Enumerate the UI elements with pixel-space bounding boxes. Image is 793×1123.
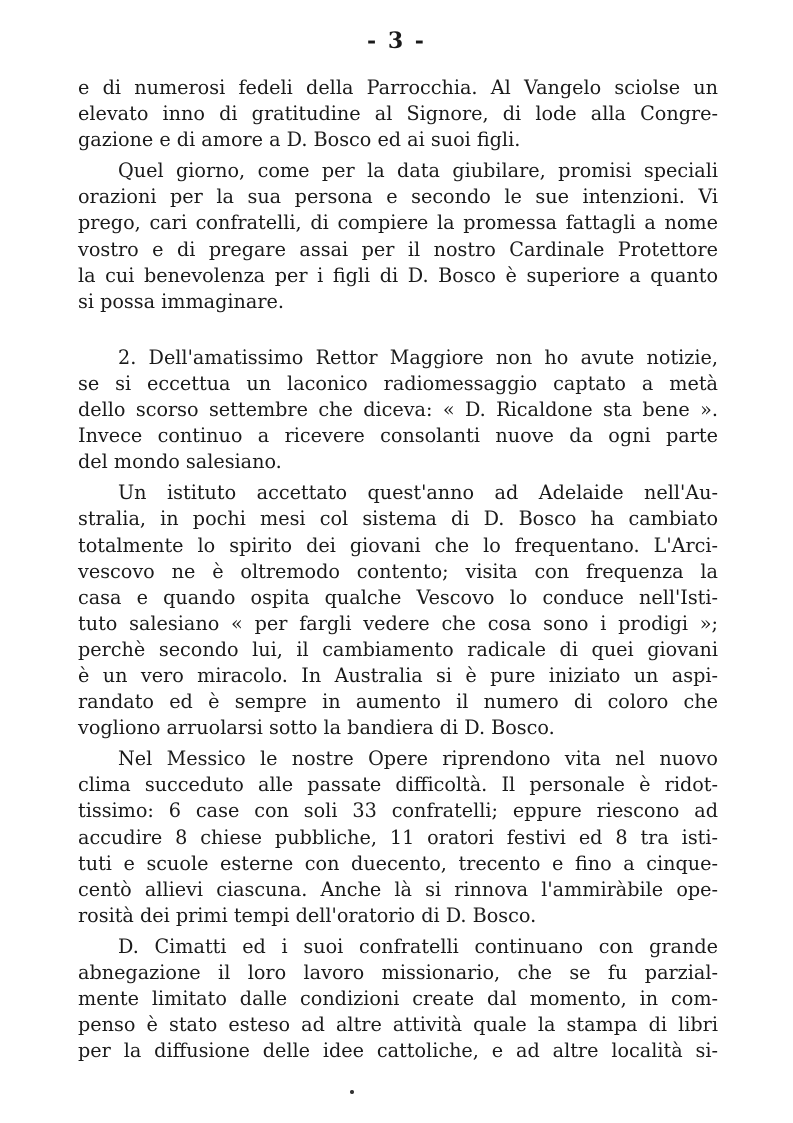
paragraph-4 [78, 480, 718, 741]
paragraph-5 [78, 746, 718, 929]
text-line: casa e quando ospita qualche Vescovo lo conduce nell'Isti- [78, 585, 718, 609]
text-line: vescovo ne è oltremodo contento; visita con frequenza la [78, 559, 718, 583]
paragraph-3 [78, 345, 718, 475]
text-line: si possa immaginare. [78, 289, 284, 313]
text-line: Un istituto accettato quest'anno ad Adelaide nell'Au- [118, 481, 718, 505]
text-line: rosità dei primi tempi dell'oratorio di D. Bosco. [78, 903, 537, 927]
text-line: tuto salesiano « per fargli vedere che cosa sono i prodigi »; [78, 611, 718, 635]
text-line: dello scorso settembre che diceva: « D. Ricaldone sta bene ». [78, 398, 718, 422]
text-line: abnegazione il loro lavoro missionario, che se fu parzial- [78, 961, 718, 984]
paragraph-1 [78, 75, 718, 153]
text-line: tissimo: 6 case con soli 33 confratelli; eppure riescono ad [78, 799, 718, 823]
text-line: Invece continuo a ricevere consolanti nuove da ogni parte [78, 424, 718, 448]
text-line: prego, cari confratelli, di compiere la promessa fattagli a nome [78, 211, 718, 235]
text-line: è un vero miracolo. In Australia si è pure iniziato un aspi- [78, 663, 718, 687]
text-line: clima succeduto alle passate difficoltà. Il personale è ridot- [78, 773, 718, 797]
text-line: centò allievi ciascuna. Anche là si rinnova l'ammiràbile ope- [78, 877, 718, 901]
text-line: gazione e di amore a D. Bosco ed ai suoi figli. [78, 128, 521, 152]
text-line: 2. Dell'amatissimo Rettor Maggiore non ho avute notizie, [118, 345, 718, 369]
text-line: Nel Messico le nostre Opere riprendono vita nel nuovo [118, 747, 718, 771]
text-line: totalmente lo spirito dei giovani che lo frequentano. L'Arci- [78, 533, 718, 557]
text-line: penso è stato esteso ad altre attività quale la stampa di libri [78, 1013, 718, 1037]
print-speck [350, 1090, 354, 1094]
text-line: accudire 8 chiese pubbliche, 11 oratori festivi ed 8 tra isti- [78, 825, 718, 849]
paragraph-6 [78, 934, 718, 1064]
paragraph-2 [78, 158, 718, 315]
text-line: orazioni per la sua persona e secondo le sue intenzioni. Vi [78, 185, 718, 209]
text-line: del mondo salesiano. [78, 450, 282, 474]
text-line: D. Cimatti ed i suoi confratelli continuano con grande [118, 934, 718, 958]
text-line: vogliono arruolarsi sotto la bandiera di D. Bosco. [78, 716, 555, 740]
text-line: Quel giorno, come per la data giubilare, promisi speciali [118, 159, 718, 183]
text-line: perchè secondo lui, il cambiamento radicale di quei giovani [78, 637, 718, 661]
text-line: vostro e di pregare assai per il nostro Cardinale Protettore [78, 237, 718, 261]
text-line: mente limitato dalle condizioni create dal momento, in com- [78, 987, 718, 1011]
text-line: tuti e scuole esterne con duecento, trecento e fino a cinque- [78, 851, 718, 875]
text-line: elevato inno di gratitudine al Signore, di lode alla Congre- [78, 102, 718, 126]
text-line: la cui benevolenza per i figli di D. Bosco è superiore a quanto [78, 263, 718, 287]
body-text [78, 75, 718, 1064]
text-line: se si eccettua un laconico radiomessaggio captato a metà [78, 371, 718, 395]
page-number: - 3 - [367, 28, 426, 54]
text-line: stralia, in pochi mesi col sistema di D. Bosco ha cambiato [78, 507, 718, 531]
text-line: e di numerosi fedeli della Parrocchia. Al Vangelo sciolse un [78, 76, 718, 99]
text-line: randato ed è sempre in aumento il numero di coloro che [78, 690, 718, 714]
text-line: per la diffusione delle idee cattoliche, e ad altre località si- [78, 1039, 718, 1063]
